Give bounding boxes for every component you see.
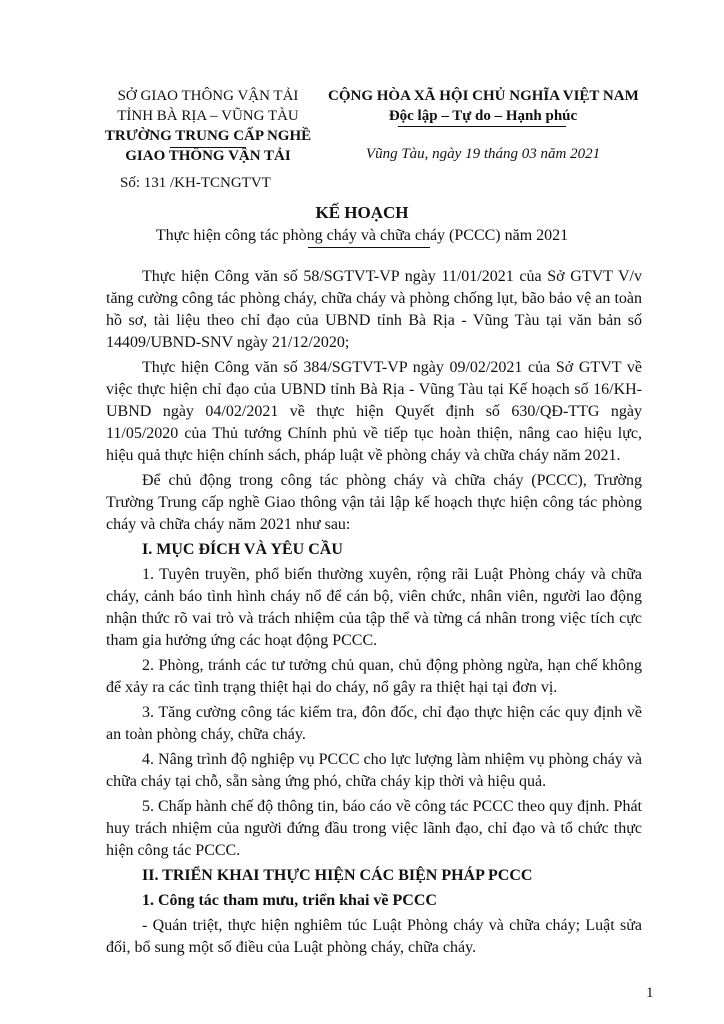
issue-date: Vũng Tàu, ngày 19 tháng 03 năm 2021 [365,146,601,162]
page-number: 1 [646,985,654,1001]
agency-line-2: TỈNH BÀ RỊA – VŨNG TÀU [117,108,299,124]
document-number: Số: 131 /KH-TCNGTVT [120,175,271,191]
section-1-item-1: 1. Tuyên truyền, phổ biến thường xuyên, rộng rãi Luật Phòng cháy và chữa cháy, cảnh báo tình hình cháy nổ để cán bộ, viên chức, nhân viên, người lao động nhận thức rõ vai trò và trách nhiệm của tập thể và từng cá nhân trong việc tích cực tham gia hưởng ứng các hoạt động PCCC. [106,566,642,649]
issuing-agency-block [88,86,328,166]
agency-underline [170,147,246,148]
section-1-item-2: 2. Phòng, tránh các tư tưởng chủ quan, chủ động phòng ngừa, hạn chế không để xảy ra các tình trạng thiệt hại do cháy, nổ gây ra thiệt hại tại đơn vị. [106,657,642,696]
intro-paragraph-2: Thực hiện Công văn số 384/SGTVT-VP ngày 09/02/2021 của Sở GTVT về việc thực hiện chỉ đạo của UBND tỉnh Bà Rịa - Vũng Tàu tại Kế hoạch số 16/KH-UBND ngày 04/02/2021 về thực hiện Quyết định số 630/QĐ-TTG ngày 11/05/2020 của Thủ tướng Chính phủ về tiếp tục hoàn thiện, nâng cao hiệu lực, hiệu quả thực hiện chính sách, pháp luật về phòng cháy và chữa cháy năm 2021. [106,359,642,464]
section-2-heading: II. TRIỂN KHAI THỰC HIỆN CÁC BIỆN PHÁP PCCC [142,867,533,884]
section-2-subheading: 1. Công tác tham mưu, triển khai về PCCC [142,892,437,909]
subtitle-underline [308,247,430,248]
agency-line-4: GIAO THÔNG VẬN TẢI [125,148,291,164]
section-1-item-4: 4. Nâng trình độ nghiệp vụ PCCC cho lực lượng làm nhiệm vụ phòng cháy và chữa cháy tại chỗ, sẵn sàng ứng phó, chữa cháy kịp thời và hiệu quả. [106,751,642,790]
agency-line-1: SỞ GIAO THÔNG VẬN TẢI [117,88,299,104]
national-motto-block [328,86,638,126]
section-1-item-3: 3. Tăng cường công tác kiểm tra, đôn đốc, chỉ đạo thực hiện các quy định về an toàn phòng cháy, chữa cháy. [106,704,642,743]
section-1-heading: I. MỤC ĐÍCH VÀ YÊU CẦU [142,541,343,558]
intro-paragraph-1: Thực hiện Công văn số 58/SGTVT-VP ngày 11/01/2021 của Sở GTVT V/v tăng cường công tác phòng cháy, chữa cháy và phòng chống lụt, bão bảo vệ an toàn hồ sơ, tài liệu theo chỉ đạo của UBND tỉnh Bà Rịa - Vũng Tàu tại văn bản số 14409/UBND-SNV ngày 21/12/2020; [106,268,642,351]
motto-underline [398,126,566,127]
country-name: CỘNG HÒA XÃ HỘI CHỦ NGHĨA VIỆT NAM [328,88,639,104]
document-body [106,266,642,962]
intro-paragraph-3: Để chủ động trong công tác phòng cháy và chữa cháy (PCCC), Trường Trường Trung cấp nghề Giao thông vận tải lập kế hoạch thực hiện công tác phòng cháy và chữa cháy năm 2021 như sau: [106,472,642,533]
document-title: KẾ HOẠCH [315,203,409,222]
agency-line-3: TRƯỜNG TRUNG CẤP NGHỀ [104,128,312,144]
section-1-item-5: 5. Chấp hành chế độ thông tin, báo cáo về công tác PCCC theo quy định. Phát huy trách nhiệm của người đứng đầu trong việc lãnh đạo, chỉ đạo và tổ chức thực hiện công tác PCCC. [106,798,642,859]
motto: Độc lập – Tự do – Hạnh phúc [388,108,578,124]
document-subtitle: Thực hiện công tác phòng cháy và chữa cháy (PCCC) năm 2021 [155,227,569,244]
section-2-item-1: - Quán triệt, thực hiện nghiêm túc Luật Phòng cháy và chữa cháy; Luật sửa đổi, bổ sung một số điều của Luật phòng cháy, chữa cháy. [106,917,642,956]
